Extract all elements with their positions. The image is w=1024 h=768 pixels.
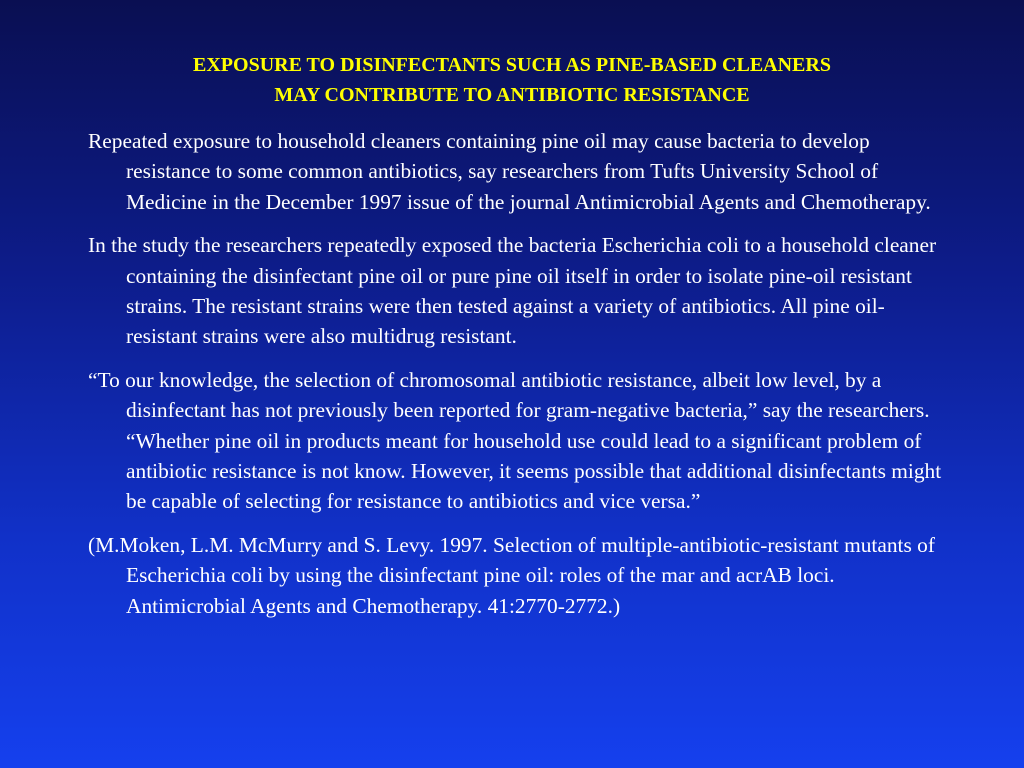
slide-title-line-1: EXPOSURE TO DISINFECTANTS SUCH AS PINE-BASED CLEANERS	[193, 54, 831, 76]
paragraph-study-method: In the study the researchers repeatedly exposed the bacteria Escherichia coli to a household cleaner containing the disinfectant pine oil or pure pine oil itself in order to isolate pine-oil resistant strains. The resistant strains were then tested against a variety of antibiotics. All pine oil-resistant strains were also multidrug resistant.	[88, 233, 937, 349]
slide-title-line-2: MAY CONTRIBUTE TO ANTIBIOTIC RESISTANCE	[274, 84, 750, 106]
paragraph-exposure-summary: Repeated exposure to household cleaners containing pine oil may cause bacteria to develop resistance to some common antibiotics, say researchers from Tufts University School of Medicine in the December 1997 issue of the journal Antimicrobial Agents and Chemotherapy.	[88, 129, 931, 214]
paragraph-researcher-quote: “To our knowledge, the selection of chromosomal antibiotic resistance, albeit low level, by a disinfectant has not previously been reported for gram-negative bacteria,” say the researchers. “Whether pine oil in products meant for household use could lead to a significant problem of antibiotic resistance is not know. However, it seems possible that additional disinfectants might be capable of selecting for resistance to antibiotics and vice versa.”	[88, 367, 942, 514]
paragraph-citation: (M.Moken, L.M. McMurry and S. Levy. 1997. Selection of multiple-antibiotic-resistant mutants of Escherichia coli by using the disinfectant pine oil: roles of the mar and acrAB loci. Antimicrobial Agents and Chemotherapy. 41:2770-2772.)	[88, 532, 935, 618]
slide-title	[88, 50, 936, 110]
slide-body	[88, 126, 946, 634]
